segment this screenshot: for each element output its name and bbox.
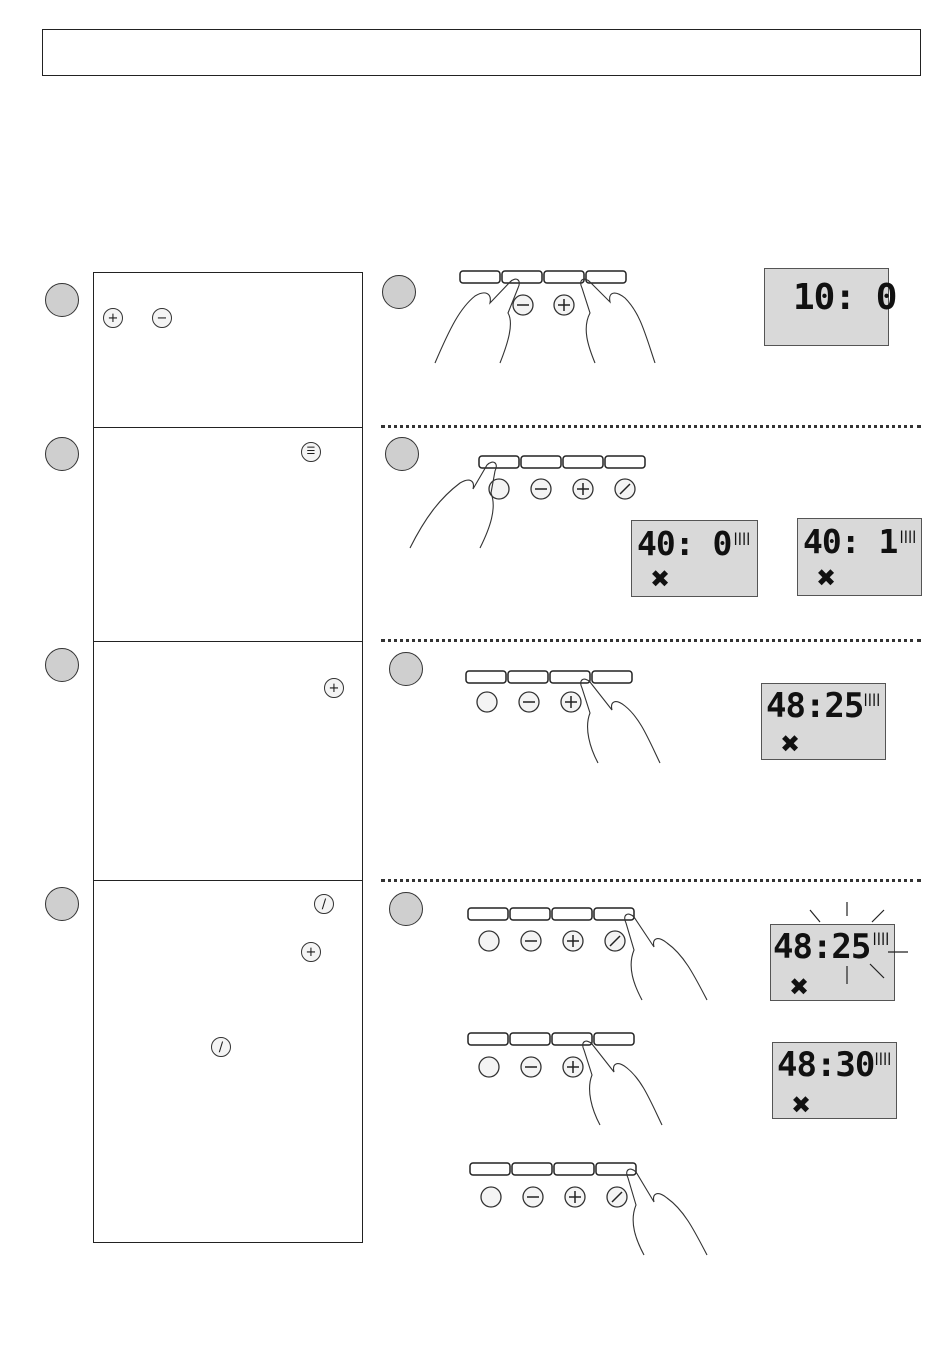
header-box <box>42 29 921 76</box>
blink-indicator-icon <box>800 902 910 992</box>
info-icon: ☰ <box>301 442 321 462</box>
plus-icon: + <box>324 678 344 698</box>
lcd-value: 40: 1 <box>803 522 898 561</box>
panel-divider-3 <box>93 880 363 881</box>
panel-divider-1 <box>93 427 363 428</box>
lcd-bars: |||| <box>732 531 749 545</box>
instruction-panel <box>93 272 363 1243</box>
separator-1 <box>381 425 921 428</box>
step-marker-3-illustration <box>389 652 423 686</box>
lcd-value: 48:30 <box>777 1045 875 1085</box>
lcd-bars: |||| <box>873 1051 890 1065</box>
lcd-bars: |||| <box>862 692 879 706</box>
keypad-illustration-3 <box>460 668 700 768</box>
wrench-symbol-icon: ✖ <box>816 564 837 592</box>
wrench-symbol-icon: ✖ <box>780 730 801 758</box>
keypad-illustration-4b <box>462 1030 702 1130</box>
separator-3 <box>381 879 921 882</box>
lcd-display-4b <box>772 1042 897 1119</box>
keypad-illustration-1 <box>430 268 670 368</box>
lcd-value: 10: 0 <box>793 277 897 318</box>
keypad-illustration-4c <box>462 1160 712 1260</box>
plus-icon: + <box>103 308 123 328</box>
wrench-symbol-icon: ✖ <box>791 1091 812 1119</box>
keypad-illustration-2 <box>405 453 665 553</box>
lcd-display-2a <box>631 520 758 597</box>
step-marker-3 <box>45 648 79 682</box>
lcd-display-1 <box>764 268 897 346</box>
separator-2 <box>381 639 921 642</box>
wrench-icon: ∕ <box>314 894 334 914</box>
step-marker-1-illustration <box>382 275 416 309</box>
lcd-bars: |||| <box>898 529 915 543</box>
step-marker-2 <box>45 437 79 471</box>
minus-icon: − <box>152 308 172 328</box>
wrench-symbol-icon: ✖ <box>650 565 671 593</box>
lcd-display-2b <box>797 518 922 596</box>
plus-icon: + <box>301 942 321 962</box>
wrench-symbol-icon: ✖ <box>789 973 810 1001</box>
panel-divider-2 <box>93 641 363 642</box>
lcd-value: 48:25 <box>773 927 871 967</box>
step-marker-1 <box>45 283 79 317</box>
keypad-illustration-4a <box>462 905 712 1005</box>
step-marker-4-illustration <box>389 892 423 926</box>
wrench-icon: ∕ <box>211 1037 231 1057</box>
lcd-value: 40: 0 <box>637 524 732 563</box>
lcd-display-3 <box>761 683 886 760</box>
step-marker-4 <box>45 887 79 921</box>
lcd-bars: |||| <box>871 931 888 945</box>
lcd-value: 48:25 <box>766 686 864 726</box>
